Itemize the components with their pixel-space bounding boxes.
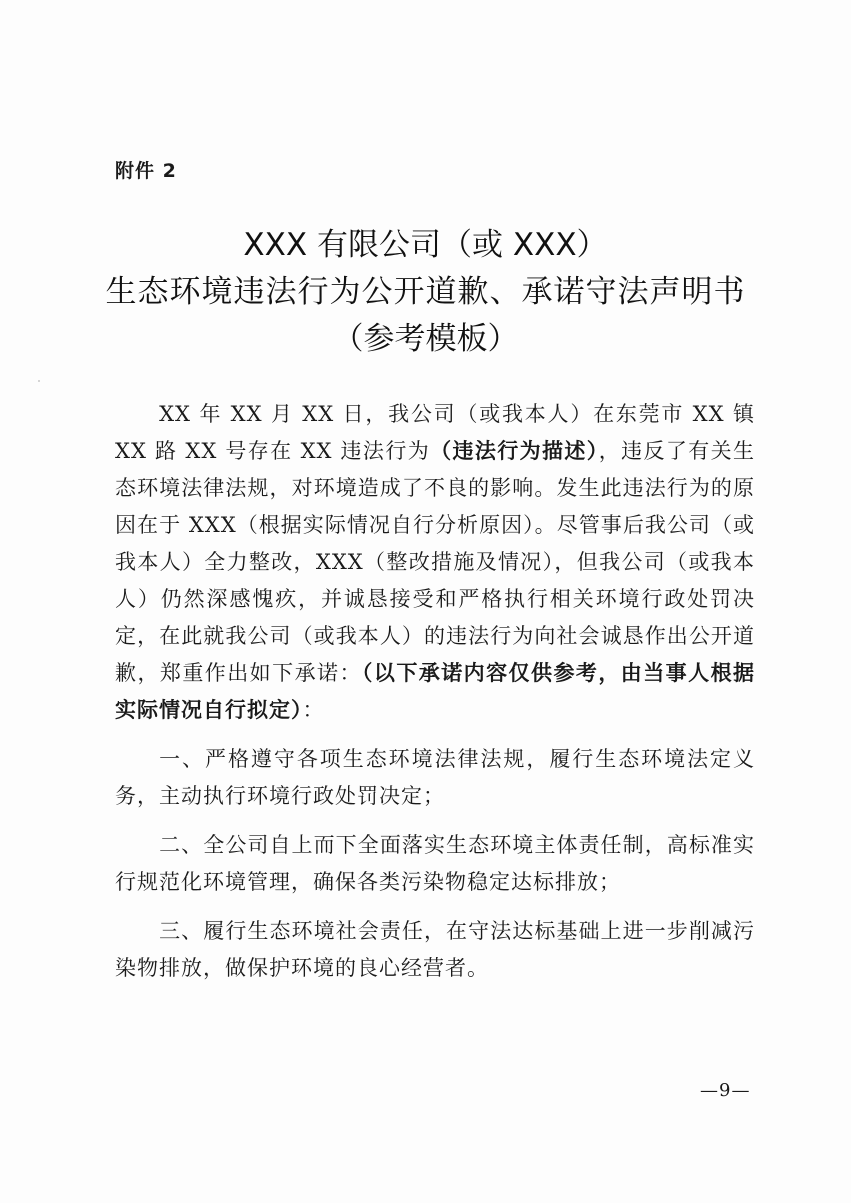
- scan-speck: [38, 380, 40, 382]
- commitment-item-1: 一、严格遵守各项生态环境法律法规，履行生态环境法定义务，主动执行环境行政处罚决定；: [115, 747, 755, 808]
- intro-bold-note: （以下承诺内容仅供参考，由当事人根据实际情况自行拟定）: [115, 661, 756, 722]
- title-line-company: XXX 有限公司（或 XXX）: [243, 227, 608, 263]
- intro-text-2: ，违反了有关生态环境法律法规，对环境造成了不良的影响。发生此违法行为的原因在于 XXX（根据实际情况自行分析原因）。尽管事后我公司（或我本人）全力整改，XXX（整改措施及情况），但我公司（或我本人）仍然深感愧疚，并诚恳接受和严格执行相关环境行政处罚决定，在此就我公司（或我本人）的违法行为向社会诚恳作出公开道歉，郑重作出如下承诺：: [115, 439, 756, 685]
- intro-text-1: XX 年 XX 月 XX 日，我公司（或我本人）在东莞市 XX 镇 XX 路 XX 号存在 XX 违法行为: [115, 402, 755, 463]
- title-line-template: （参考模板）: [332, 321, 519, 357]
- intro-paragraph: [115, 396, 755, 729]
- commitment-item-2: 二、全公司自上而下全面落实生态环境主体责任制，高标准实行规范化环境管理，确保各类污染物稳定达标排放；: [115, 833, 755, 894]
- commitment-item-3: 三、履行生态环境社会责任，在守法达标基础上进一步削减污染物排放，做保护环境的良心经营者。: [115, 919, 755, 980]
- title-line-statement: 生态环境违法行为公开道歉、承诺守法声明书: [105, 274, 746, 310]
- document-title: [0, 222, 851, 363]
- page-number: —9—: [700, 1080, 751, 1101]
- attachment-label: 附件 2: [115, 160, 177, 182]
- intro-text-3: ：: [302, 698, 325, 722]
- intro-bold-violation: （违法行为描述）: [430, 439, 599, 463]
- document-body: [115, 396, 755, 987]
